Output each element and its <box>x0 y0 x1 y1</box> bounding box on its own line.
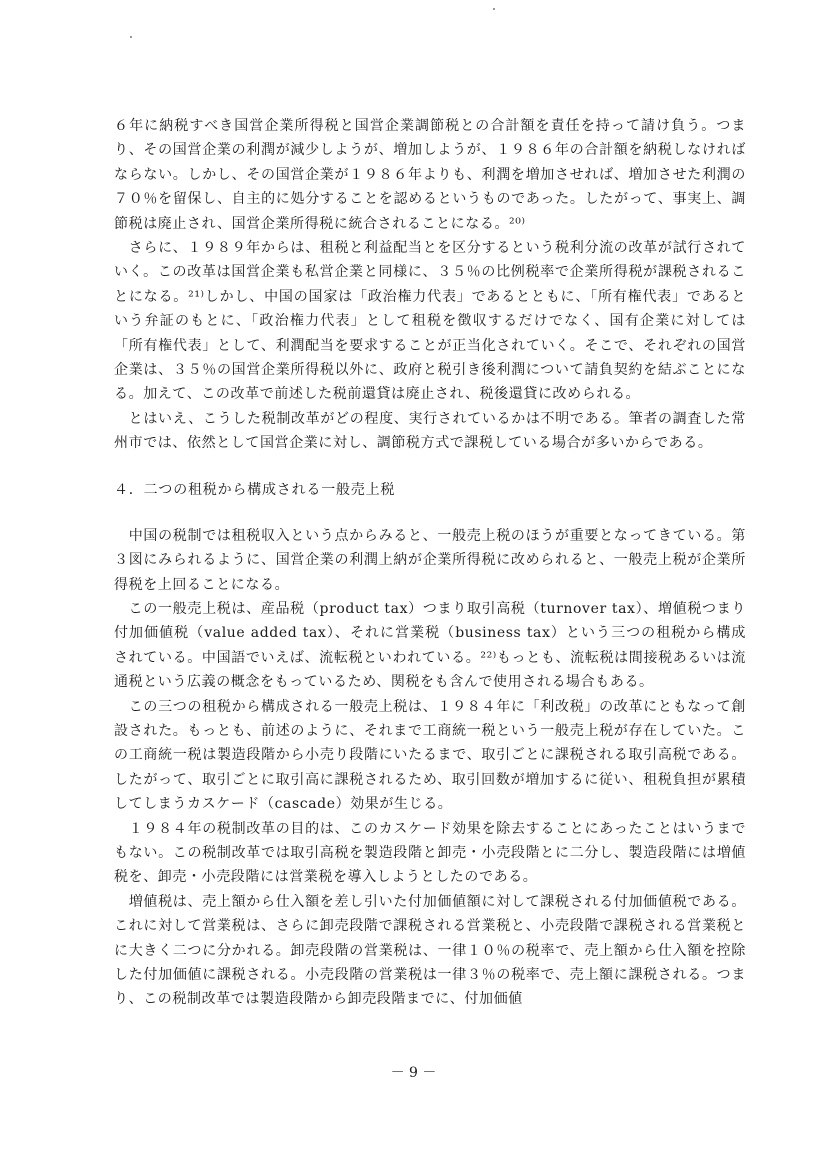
body-paragraph: 中国の税制では租税収入という点からみると、一般売上税のほうが重要となってきている。第３図にみられるように、国営企業の利潤上納が企業所得税に改められると、一般売上税が企業所得税を上回ることになる。 <box>114 527 746 593</box>
body-paragraph: この一般売上税は、産品税（product tax）つまり取引高税（turnover tax）、増値税つまり付加価値税（value added tax）、それに営業税（business tax）という三つの租税から構成されている。中国語でいえば、流転税といわれている。²²⁾もっとも、流転税は間接税あるいは流通税という広義の概念をもっているため、関税をも含んで使用される場合もある。 <box>114 600 746 691</box>
body-paragraph: とはいえ、こうした税制改革がどの程度、実行されているかは不明である。筆者の調査した常州市では、依然として国営企業に対し、調節税方式で課税している場合が多いからである。 <box>114 410 746 452</box>
scan-speck <box>130 36 132 38</box>
body-paragraph: ６年に納税すべき国営企業所得税と国営企業調節税との合計額を責任を持って請け負う。つまり、その国営企業の利潤が減少しようが、増加しようが、１９８６年の合計額を納税しなければならない。しかし、その国営企業が１９８６年よりも、利潤を増加させれば、増加させた利潤の７０％を留保し、自主的に処分することを認めるというものであった。したがって、事実上、調節税は廃止され、国営企業所得税に統合されることになる。²⁰⁾ <box>114 118 746 232</box>
page-number: － 9 － <box>390 1065 437 1081</box>
body-paragraph: １９８４年の税制改革の目的は、このカスケード効果を除去することにあったことはいうまでもない。この税制改革では取引高税を製造段階と卸売・小売段階とに二分し、製造段階には増値税を、卸売・小売段階には営業税を導入しようとしたのである。 <box>114 820 747 886</box>
scan-speck <box>493 8 495 10</box>
body-paragraph: この三つの租税から構成される一般売上税は、１９８４年に「利改税」の改革にともなって創設された。もっとも、前述のように、それまで工商統一税という一般売上税が存在していた。この工商統一税は製造段階から小売り段階にいたるまで、取引ごとに課税される取引高税である。したがって、取引ごとに取引高に課税されるため、取引回数が増加するに従い、租税負担が累積してしまうカスケード（cascade）効果が生じる。 <box>114 698 746 813</box>
section-heading: ４．二つの租税から構成される一般売上税 <box>114 481 396 498</box>
body-paragraph: さらに、１９８９年からは、租税と利益配当とを区分するという税利分流の改革が試行されていく。この改革は国営企業も私営企業と同様に、３５％の比例税率で企業所得税が課税されることになる。²¹⁾しかし、中国の国家は「政治権力代表」であるとともに、「所有権代表」であるという弁証のもとに、「政治権力代表」として租税を徴収するだけでなく、国有企業に対しては「所有権代表」として、利潤配当を要求することが正当化されていく。そこで、それぞれの国営企業は、３５％の国営企業所得税以外に、政府と税引き後利潤について請負契約を結ぶことになる。加えて、この改革で前述した税前還貸は廃止され、税後還貸に改められる。 <box>114 240 746 403</box>
document-body <box>114 114 746 1012</box>
body-paragraph: 増値税は、売上額から仕入額を差し引いた付加価値額に対して課税される付加価値税である。これに対して営業税は、さらに卸売段階で課税される営業税と、小売段階で課税される営業税とに大きく二つに分かれる。卸売段階の営業税は、一律１０％の税率で、売上額から仕入額を控除した付加価値に課税される。小売段階の営業税は一律３％の税率で、売上額に課税される。つまり、この税制改革では製造段階から卸売段階までに、付加価値 <box>114 893 746 1008</box>
